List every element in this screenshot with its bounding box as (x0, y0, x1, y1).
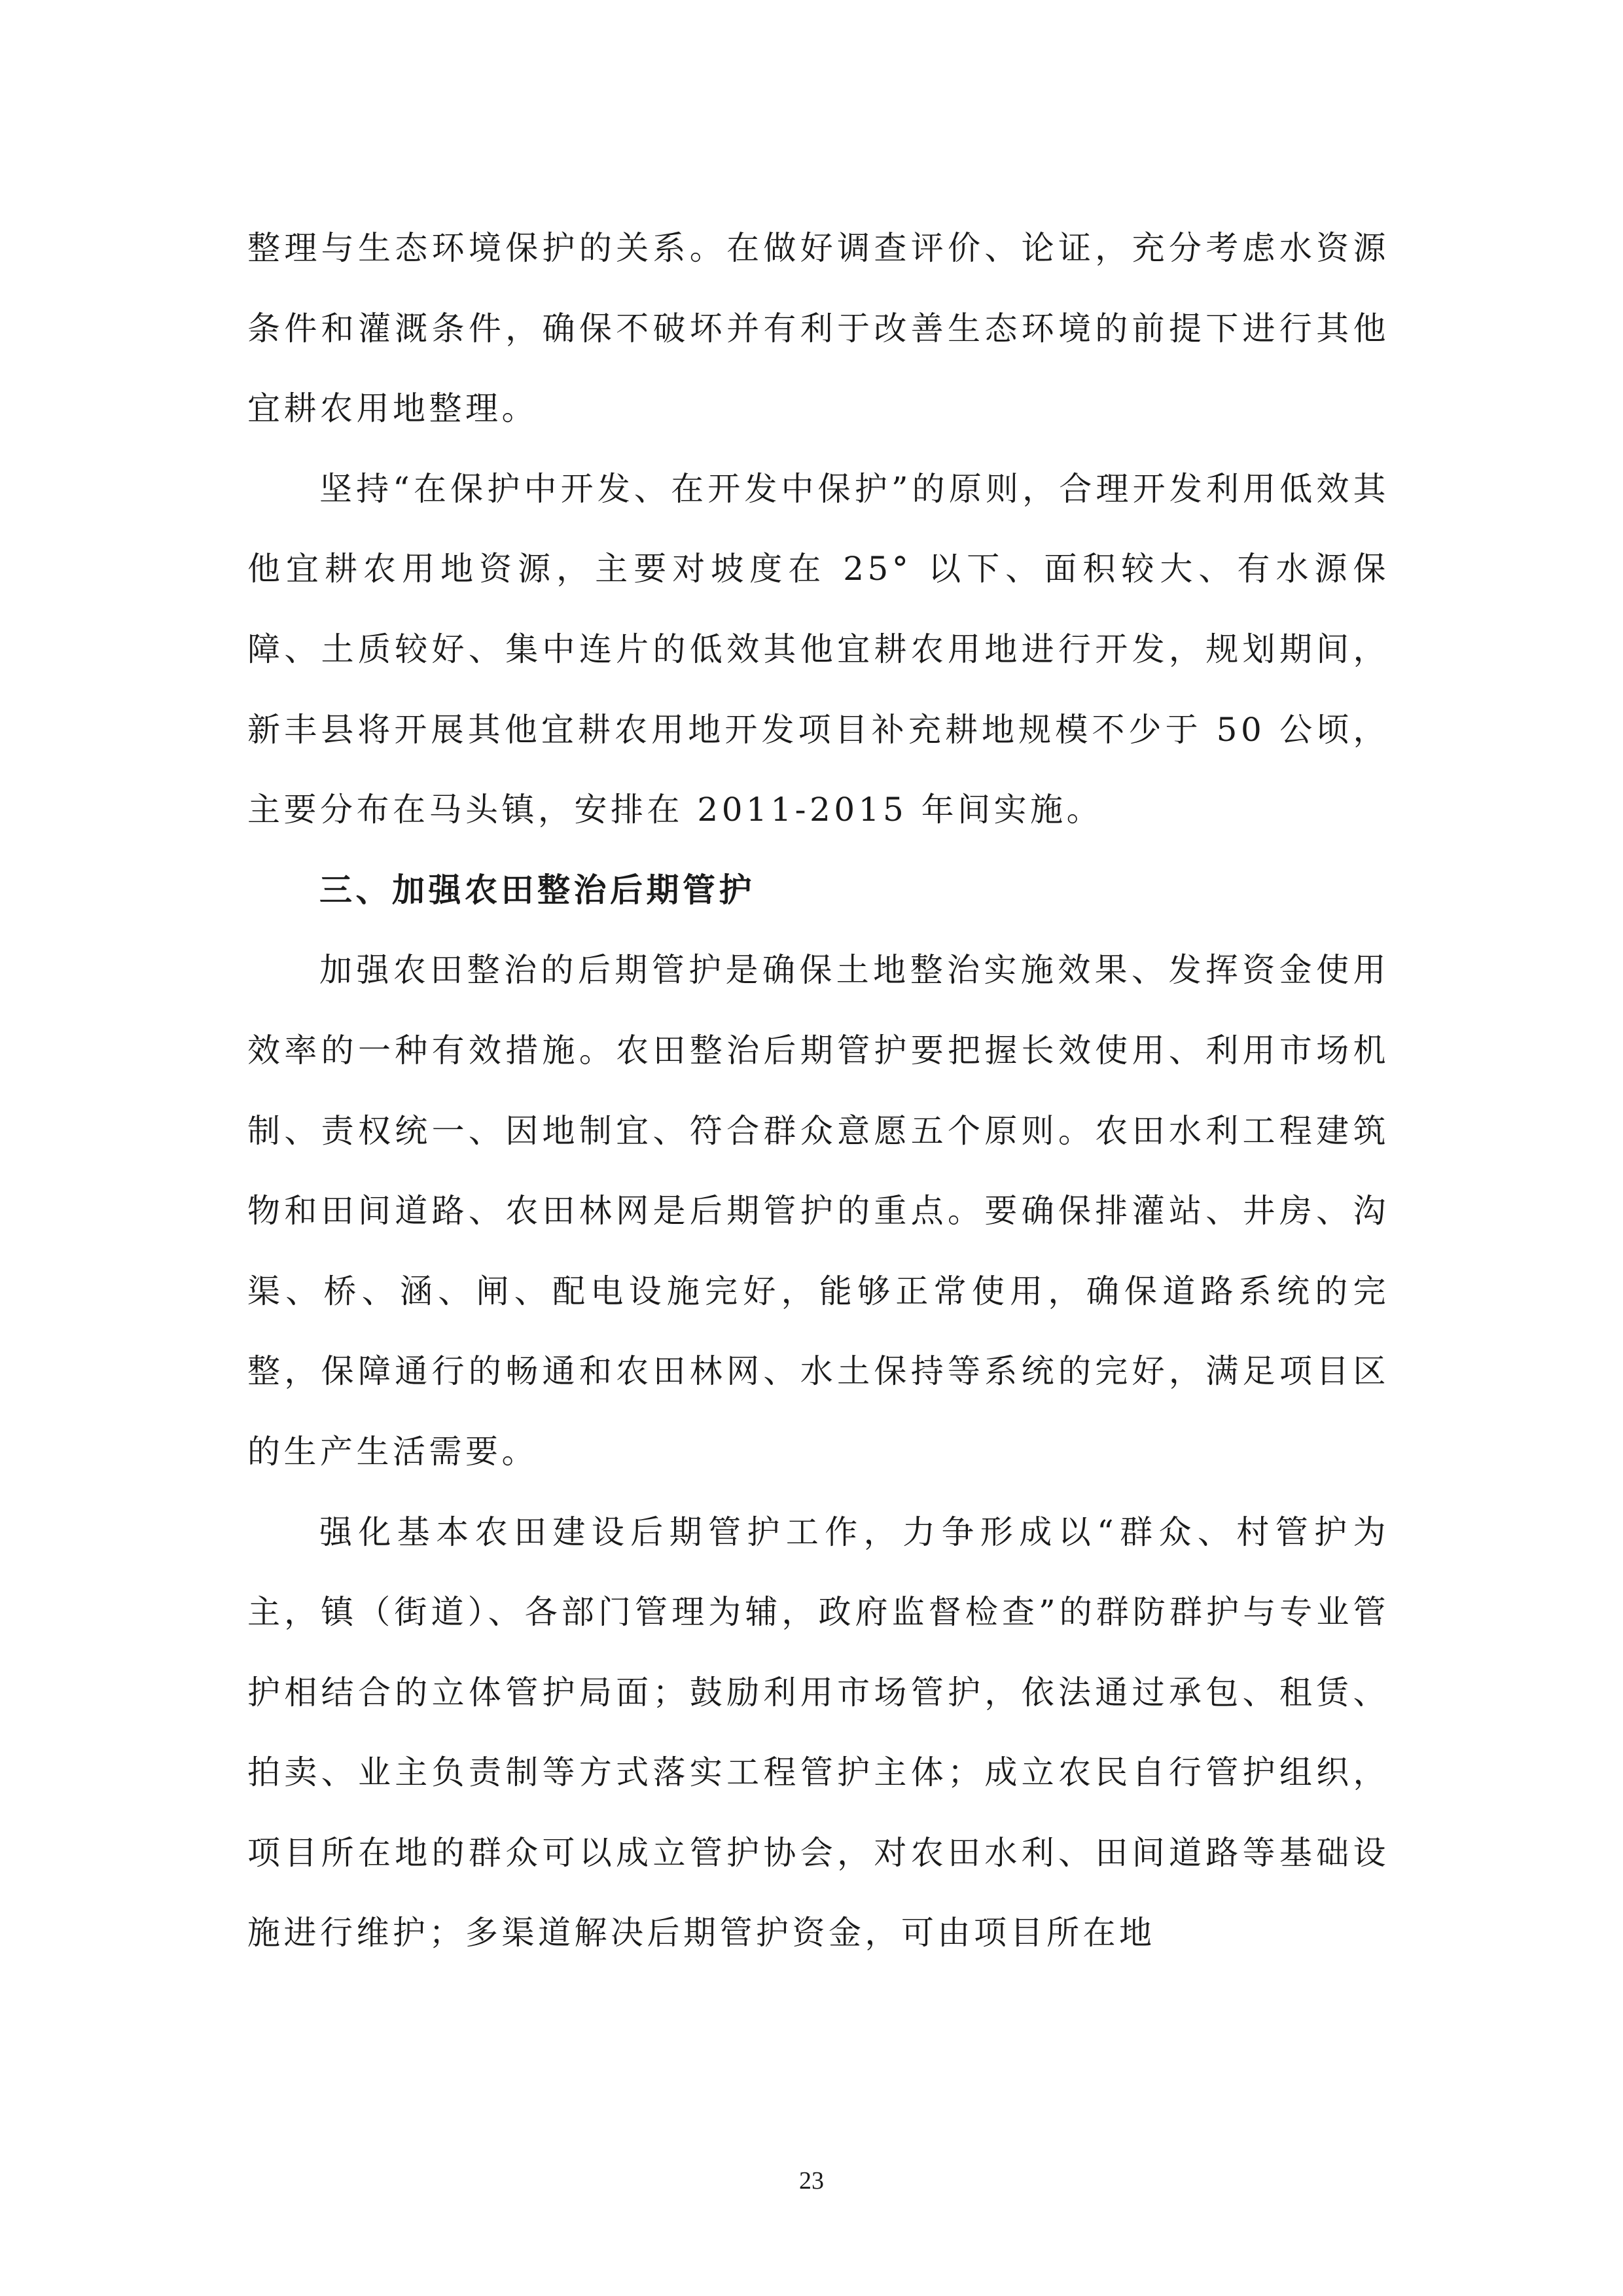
page-number: 23 (799, 2167, 824, 2195)
paragraph-4: 强化基本农田建设后期管护工作，力争形成以“群众、村管护为主，镇（街道）、各部门管理为辅，政府监督检查”的群防群护与专业管护相结合的立体管护局面；鼓励利用市场管护，依法通过承包、租赁、拍卖、业主负责制等方式落实工程管护主体；成立农民自行管护组织，项目所在地的群众可以成立管护协会，对农田水利、田间道路等基础设施进行维护；多渠道解决后期管护资金，可由项目所在地 (247, 1513, 1389, 1952)
body-text (247, 208, 1389, 1973)
paragraph-2: 坚持“在保护中开发、在开发中保护”的原则，合理开发利用低效其他宜耕农用地资源，主要对坡度在 25° 以下、面积较大、有水源保障、土质较好、集中连片的低效其他宜耕农用地进行开发，规划期间，新丰县将开展其他宜耕农用地开发项目补充耕地规模不少于 50 公顷，主要分布在马头镇，安排在 2011-2015 年间实施。 (247, 469, 1389, 829)
paragraph-1: 整理与生态环境保护的关系。在做好调查评价、论证，充分考虑水资源条件和灌溉条件，确保不破坏并有利于改善生态环境的前提下进行其他宜耕农用地整理。 (247, 229, 1389, 428)
paragraph-3: 加强农田整治的后期管护是确保土地整治实施效果、发挥资金使用效率的一种有效措施。农田整治后期管护要把握长效使用、利用市场机制、责权统一、因地制宜、符合群众意愿五个原则。农田水利工程建筑物和田间道路、农田林网是后期管护的重点。要确保排灌站、井房、沟渠、桥、涵、闸、配电设施完好，能够正常使用，确保道路系统的完整，保障通行的畅通和农田林网、水土保持等系统的完好，满足项目区的生产生活需要。 (247, 951, 1389, 1471)
section-heading: 三、加强农田整治后期管护 (319, 870, 755, 909)
